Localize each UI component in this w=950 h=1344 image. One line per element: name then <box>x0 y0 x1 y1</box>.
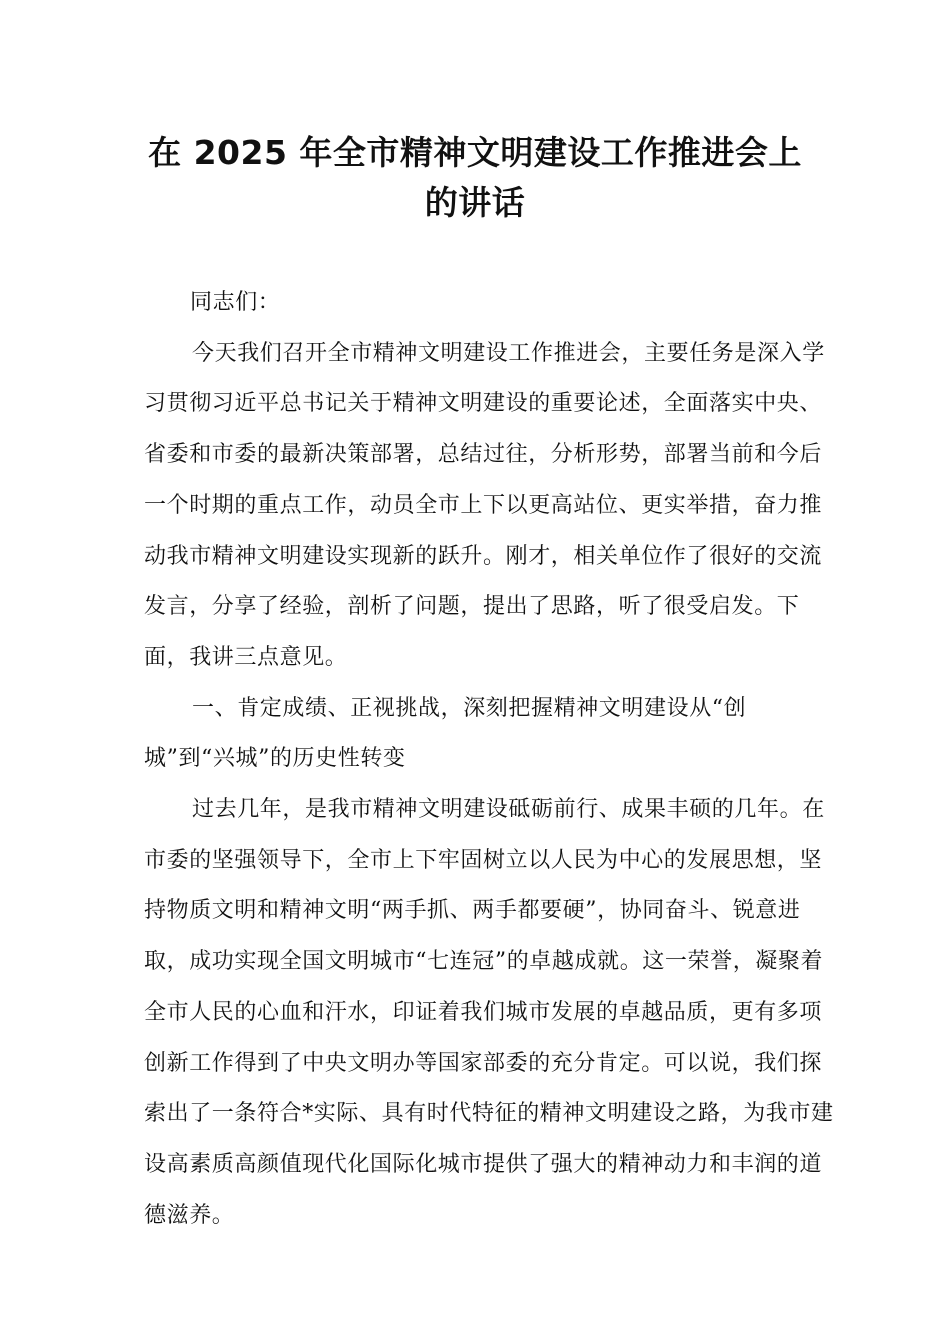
document-title <box>130 128 820 228</box>
paragraph-achievements: 过去几年，是我市精神文明建设砥砺前行、成果丰硕的几年。在市委的坚强领导下，全市上下牢固树立以人民为中心的发展思想，坚持物质文明和精神文明“两手抓、两手都要硬”，协同奋斗、锐意进取，成功实现全国文明城市“七连冠”的卓越成就。这一荣誉，凝聚着全市人民的心血和汗水，印证着我们城市发展的卓越品质，更有多项创新工作得到了中央文明办等国家部委的充分肯定。可以说，我们探索出了一条符合*实际、具有时代特征的精神文明建设之路，为我市建设高素质高颜值现代化国际化城市提供了强大的精神动力和丰润的道德滋养。 <box>144 797 834 1228</box>
title-line-1: 在 2025 年全市精神文明建设工作推进会上 <box>148 133 802 172</box>
paragraph-intro: 今天我们召开全市精神文明建设工作推进会，主要任务是深入学习贯彻习近平总书记关于精神文明建设的重要论述，全面落实中央、省委和市委的最新决策部署，总结过往，分析形势，部署当前和今后一个时期的重点工作，动员全市上下以更高站位、更实举措，奋力推动我市精神文明建设实现新的跃升。刚才，相关单位作了很好的交流发言，分享了经验，剖析了问题，提出了思路，听了很受启发。下面，我讲三点意见。 <box>144 340 825 670</box>
salutation: 同志们： <box>190 290 281 315</box>
title-line-2: 的讲话 <box>424 183 526 222</box>
document-body <box>144 278 834 1241</box>
section-heading-1: 一、肯定成绩、正视挑战，深刻把握精神文明建设从“创城”到“兴城”的历史性转变 <box>144 695 747 772</box>
